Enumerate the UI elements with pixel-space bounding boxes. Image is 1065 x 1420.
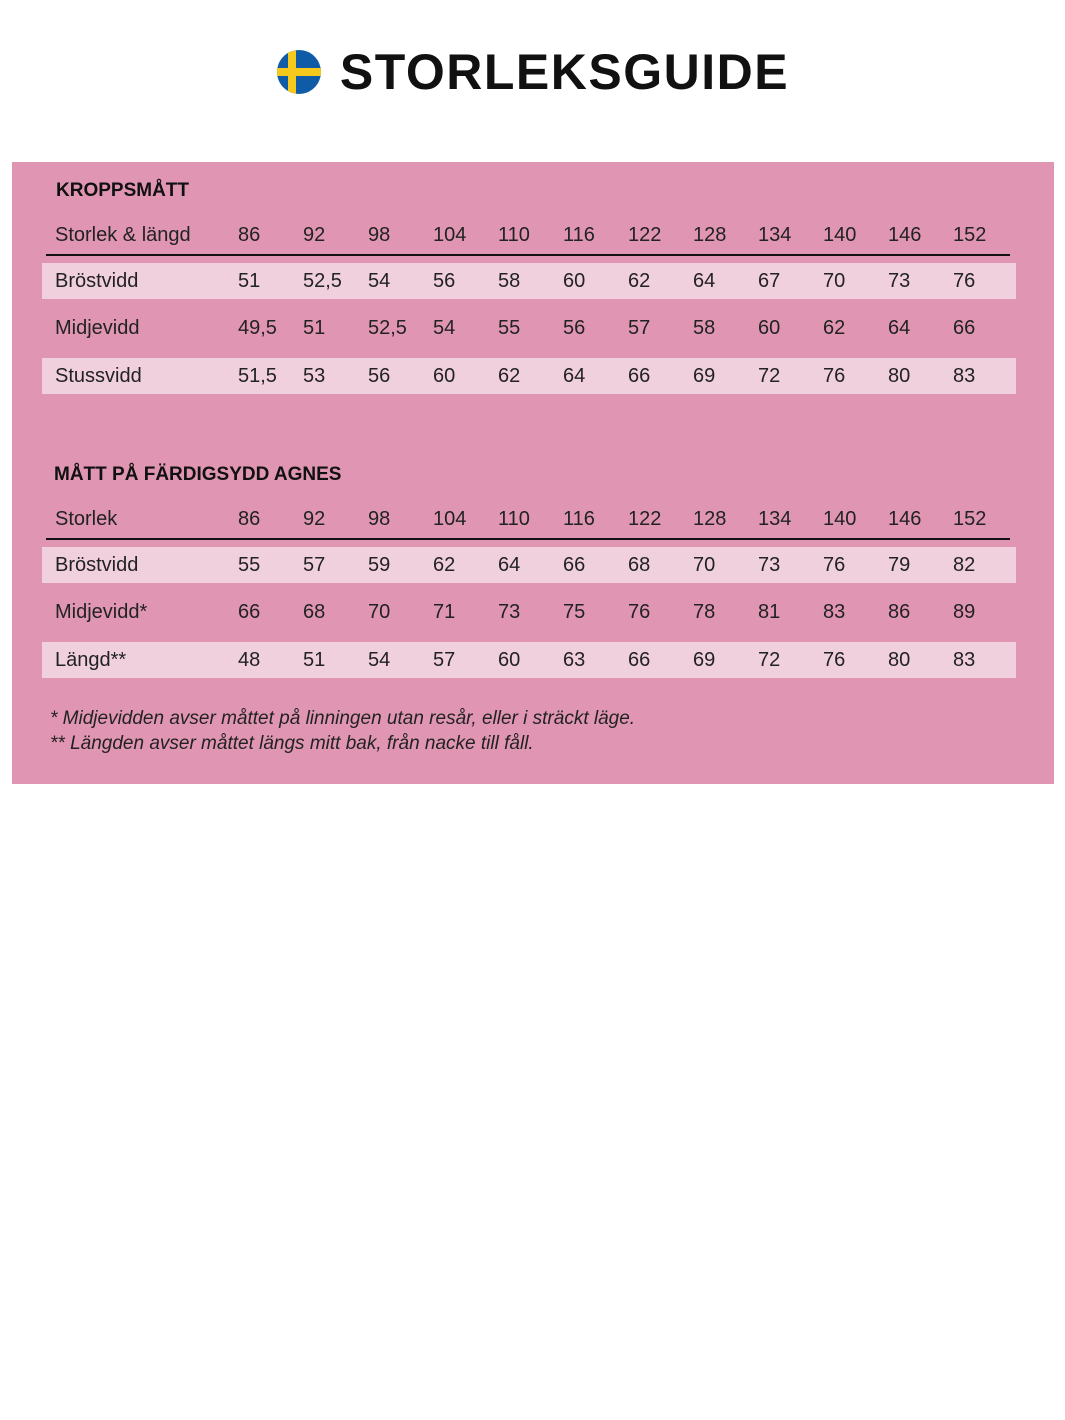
value-cell: 80 xyxy=(888,364,911,387)
size-header-cell: 128 xyxy=(693,507,727,530)
size-header-cell: 110 xyxy=(498,223,530,246)
value-cell: 73 xyxy=(758,553,781,576)
size-header-cell: 92 xyxy=(303,223,326,246)
value-cell: 55 xyxy=(238,553,261,576)
value-cell: 49,5 xyxy=(238,316,277,339)
value-cell: 66 xyxy=(563,553,586,576)
value-cell: 76 xyxy=(823,553,846,576)
value-cell: 76 xyxy=(823,364,846,387)
size-header-cell: 104 xyxy=(433,507,467,530)
size-header-cell: 152 xyxy=(953,223,987,246)
table-row xyxy=(42,358,1016,394)
row-label: Längd** xyxy=(55,648,127,671)
value-cell: 60 xyxy=(563,269,586,292)
value-cell: 76 xyxy=(823,648,846,671)
size-header-cell: 98 xyxy=(368,223,391,246)
sweden-flag-icon xyxy=(276,49,322,95)
size-header-cell: 110 xyxy=(498,507,530,530)
value-cell: 68 xyxy=(628,553,651,576)
table-row xyxy=(42,594,1016,630)
row-label: Bröstvidd xyxy=(55,269,139,292)
value-cell: 52,5 xyxy=(368,316,407,339)
value-cell: 63 xyxy=(563,648,586,671)
size-header-cell: 116 xyxy=(563,507,595,530)
value-cell: 67 xyxy=(758,269,781,292)
table-header-row xyxy=(46,500,1010,540)
value-cell: 75 xyxy=(563,600,586,623)
value-cell: 51 xyxy=(303,316,326,339)
value-cell: 66 xyxy=(953,316,976,339)
value-cell: 70 xyxy=(368,600,391,623)
table-row xyxy=(42,263,1016,299)
value-cell: 81 xyxy=(758,600,781,623)
value-cell: 80 xyxy=(888,648,911,671)
value-cell: 79 xyxy=(888,553,911,576)
value-cell: 64 xyxy=(693,269,716,292)
value-cell: 57 xyxy=(433,648,456,671)
value-cell: 60 xyxy=(498,648,521,671)
page-header xyxy=(0,40,1065,104)
value-cell: 53 xyxy=(303,364,326,387)
value-cell: 70 xyxy=(693,553,716,576)
table-row xyxy=(42,310,1016,346)
size-header-cell: 152 xyxy=(953,507,987,530)
value-cell: 48 xyxy=(238,648,261,671)
size-header-cell: 134 xyxy=(758,223,792,246)
finished-measurements-title: MÅTT PÅ FÄRDIGSYDD AGNES xyxy=(54,464,342,485)
value-cell: 78 xyxy=(693,600,716,623)
size-header-cell: 86 xyxy=(238,223,261,246)
page-title: STORLEKSGUIDE xyxy=(339,44,790,100)
value-cell: 60 xyxy=(758,316,781,339)
value-cell: 57 xyxy=(303,553,326,576)
value-cell: 58 xyxy=(498,269,521,292)
value-cell: 83 xyxy=(823,600,846,623)
value-cell: 72 xyxy=(758,648,781,671)
footnote-length: ** Längden avser måttet längs mitt bak, från nacke till fåll. xyxy=(50,733,534,754)
value-cell: 51 xyxy=(238,269,261,292)
value-cell: 73 xyxy=(888,269,911,292)
value-cell: 58 xyxy=(693,316,716,339)
value-cell: 82 xyxy=(953,553,976,576)
size-header-cell: 134 xyxy=(758,507,792,530)
value-cell: 55 xyxy=(498,316,521,339)
size-header-cell: 122 xyxy=(628,507,662,530)
value-cell: 60 xyxy=(433,364,456,387)
value-cell: 54 xyxy=(368,648,391,671)
size-header-cell: 104 xyxy=(433,223,467,246)
value-cell: 83 xyxy=(953,648,976,671)
size-header-cell: 140 xyxy=(823,507,857,530)
value-cell: 72 xyxy=(758,364,781,387)
row-label: Stussvidd xyxy=(55,364,142,387)
body-measurements-title: KROPPSMÅTT xyxy=(56,180,189,201)
value-cell: 57 xyxy=(628,316,651,339)
value-cell: 69 xyxy=(693,364,716,387)
value-cell: 56 xyxy=(433,269,456,292)
value-cell: 73 xyxy=(498,600,521,623)
size-header-cell: 116 xyxy=(563,223,595,246)
size-header-cell: 146 xyxy=(888,507,922,530)
size-guide-panel xyxy=(12,162,1054,784)
value-cell: 56 xyxy=(368,364,391,387)
value-cell: 66 xyxy=(628,364,651,387)
value-cell: 59 xyxy=(368,553,391,576)
value-cell: 62 xyxy=(433,553,456,576)
value-cell: 71 xyxy=(433,600,456,623)
size-header-cell: 86 xyxy=(238,507,261,530)
table-row xyxy=(42,642,1016,678)
size-header-cell: 98 xyxy=(368,507,391,530)
value-cell: 51,5 xyxy=(238,364,277,387)
value-cell: 62 xyxy=(823,316,846,339)
row-label: Bröstvidd xyxy=(55,553,139,576)
header-label: Storlek xyxy=(55,507,118,530)
size-header-cell: 140 xyxy=(823,223,857,246)
header-label: Storlek & längd xyxy=(55,223,191,246)
table-header-row xyxy=(46,216,1010,256)
row-label: Midjevidd xyxy=(55,316,140,339)
value-cell: 52,5 xyxy=(303,269,342,292)
value-cell: 64 xyxy=(498,553,521,576)
value-cell: 86 xyxy=(888,600,911,623)
value-cell: 66 xyxy=(628,648,651,671)
value-cell: 64 xyxy=(563,364,586,387)
value-cell: 51 xyxy=(303,648,326,671)
value-cell: 76 xyxy=(628,600,651,623)
footnote-waist: * Midjevidden avser måttet på linningen utan resår, eller i sträckt läge. xyxy=(50,708,636,729)
value-cell: 66 xyxy=(238,600,261,623)
size-header-cell: 146 xyxy=(888,223,922,246)
value-cell: 76 xyxy=(953,269,976,292)
value-cell: 64 xyxy=(888,316,911,339)
value-cell: 62 xyxy=(628,269,651,292)
value-cell: 54 xyxy=(368,269,391,292)
value-cell: 83 xyxy=(953,364,976,387)
value-cell: 69 xyxy=(693,648,716,671)
size-header-cell: 92 xyxy=(303,507,326,530)
row-label: Midjevidd* xyxy=(55,600,148,623)
table-row xyxy=(42,547,1016,583)
size-header-cell: 128 xyxy=(693,223,727,246)
value-cell: 62 xyxy=(498,364,521,387)
value-cell: 89 xyxy=(953,600,976,623)
size-header-cell: 122 xyxy=(628,223,662,246)
value-cell: 68 xyxy=(303,600,326,623)
value-cell: 54 xyxy=(433,316,456,339)
value-cell: 56 xyxy=(563,316,586,339)
value-cell: 70 xyxy=(823,269,846,292)
